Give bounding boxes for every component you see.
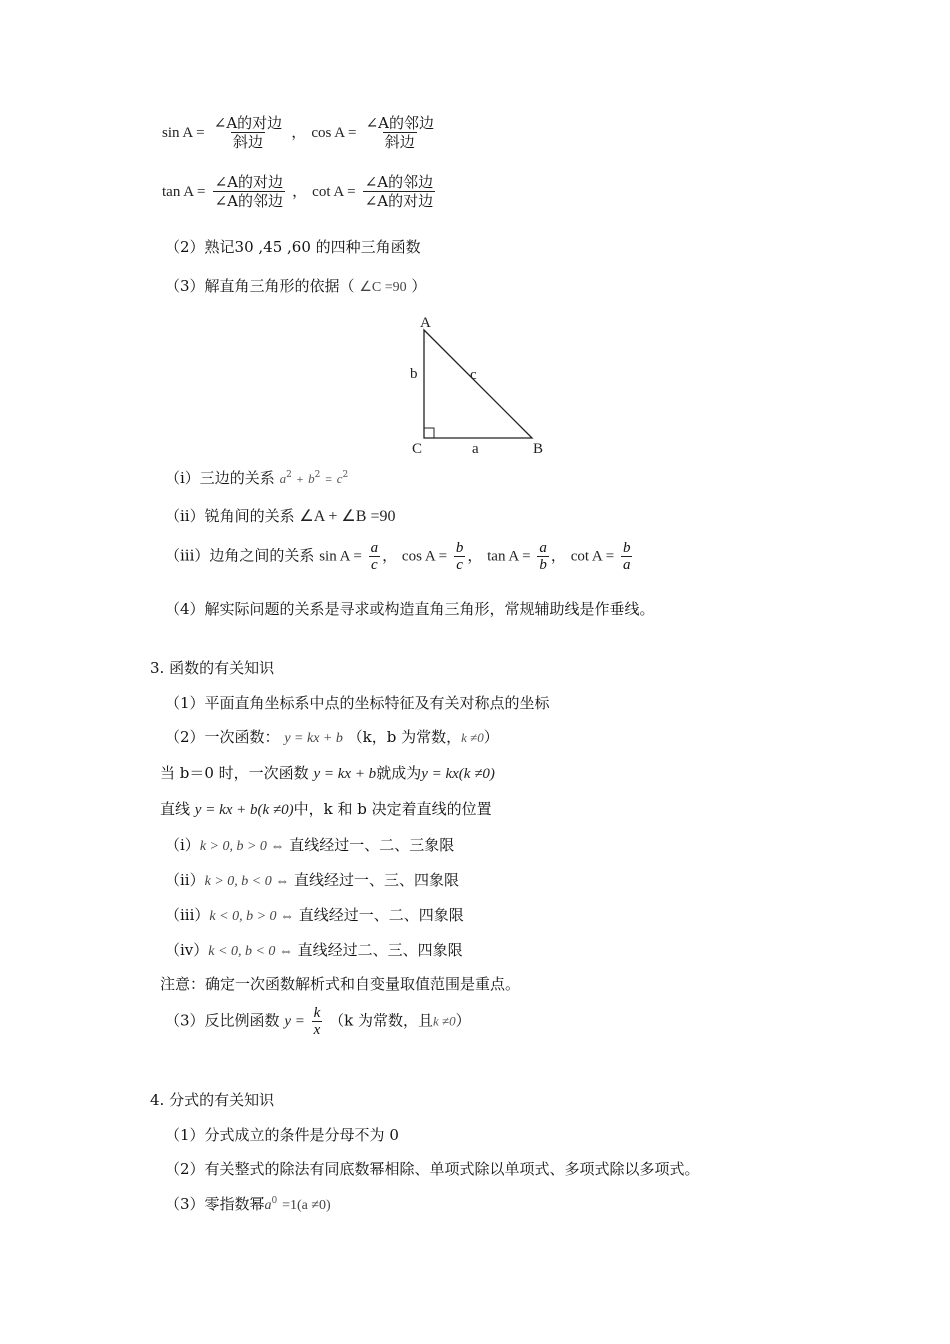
sec3-p5-fraction xyxy=(312,1005,323,1038)
sec4-p3 xyxy=(165,1193,331,1214)
sin-lhs: sin A = xyxy=(162,125,205,141)
sec3-p5-math: k ≠0 xyxy=(432,1013,456,1029)
cos-denominator: 斜边 xyxy=(384,133,415,151)
var-b: b xyxy=(308,471,315,486)
section-4-heading: 4. 分式的有关知识 xyxy=(150,1091,275,1109)
cot-fraction xyxy=(363,173,435,210)
r-tan-num: a xyxy=(539,540,547,556)
r-tan-den: b xyxy=(539,557,547,573)
sec3-p5-mid: （k 为常数，且 xyxy=(329,1011,433,1030)
tan-lhs: tan A = xyxy=(162,184,206,200)
sec3-case-1 xyxy=(165,834,454,855)
r-sin-fraction xyxy=(369,540,381,573)
sec4-p2: （2）有关整式的除法有同底数幂相除、单项式除以单项式、多项式除以多项式。 xyxy=(165,1160,700,1178)
triangle-outline xyxy=(424,330,532,438)
exp-c: 2 xyxy=(342,470,349,480)
item-3-suffix: ） xyxy=(411,277,427,295)
r-cot-num: b xyxy=(622,540,631,556)
sec3-note: 注意：确定一次函数解析式和自变量取值范围是重点。 xyxy=(160,975,521,993)
case-1-prefix: （i） xyxy=(165,836,200,854)
item-4: （4）解实际问题的关系是寻求或构造直角三角形，常规辅助线是作垂线。 xyxy=(165,600,655,618)
r-cos-num: b xyxy=(455,540,464,556)
separator: ， xyxy=(292,182,308,200)
tan-definition xyxy=(162,173,437,210)
sec3-p1: （1）平面直角坐标系中点的坐标特征及有关对称点的坐标 xyxy=(165,694,550,712)
sec3-p2-math: y = kx + b xyxy=(284,731,343,746)
separator: ， xyxy=(291,123,307,141)
sec3-p2-prefix: （2）一次函数： xyxy=(165,728,280,746)
sec3-p3-prefix: 当 b＝0 时，一次函数 xyxy=(160,764,309,782)
sec4-p3-exp: 0 xyxy=(271,1196,278,1206)
sin-denominator: 斜边 xyxy=(232,133,263,151)
side-a-label: a xyxy=(472,441,479,457)
var-a: a xyxy=(279,471,287,486)
case-4-text: 直线经过二、三、四象限 xyxy=(297,941,463,959)
sec3-p3-mid: 就成为 xyxy=(376,764,422,782)
sec3-case-4 xyxy=(165,939,463,960)
tan-fraction xyxy=(213,173,285,210)
sec3-p5-prefix: （3）反比例函数 xyxy=(165,1011,280,1030)
case-2-prefix: （ii） xyxy=(165,871,205,889)
right-angle-marker xyxy=(424,428,434,438)
r-tan-lhs: tan A = xyxy=(487,548,531,565)
case-1-text: 直线经过一、二、三象限 xyxy=(289,836,455,854)
sep: ， xyxy=(382,546,398,565)
tan-denominator: ∠A的邻边 xyxy=(214,192,283,210)
r-sin-lhs: sin A = xyxy=(319,548,362,565)
item-2: （2）熟记30 ,45 ,60 的四种三角函数 xyxy=(165,238,421,256)
case-3-math: k < 0, b > 0 ⇔ xyxy=(209,909,295,924)
sec3-p4-prefix: 直线 xyxy=(160,800,191,818)
relation-angles xyxy=(165,505,395,526)
sec3-p5-den: x xyxy=(313,1022,321,1038)
case-2-text: 直线经过一、三、四象限 xyxy=(294,871,460,889)
item-3-math: ∠C =90 xyxy=(359,280,407,295)
tan-numerator: ∠A的对边 xyxy=(214,173,283,191)
case-4-prefix: （iv） xyxy=(165,941,209,959)
sec3-p4-math: y = kx + b(k ≠0) xyxy=(194,802,294,818)
cos-lhs: cos A = xyxy=(311,125,357,141)
vertex-a-label: A xyxy=(420,315,431,331)
sec3-case-3 xyxy=(165,904,464,925)
r-cos-lhs: cos A = xyxy=(401,548,448,565)
relation-sides-prefix: （i）三边的关系 xyxy=(165,469,275,487)
vertex-b-label: B xyxy=(533,441,544,457)
sec3-p2-suffix: ） xyxy=(483,728,499,746)
cot-denominator: ∠A的对边 xyxy=(364,192,434,210)
relation-angles-prefix: （ii）锐角间的关系 xyxy=(165,507,295,525)
r-cot-lhs: cot A = xyxy=(570,548,615,565)
sep: ， xyxy=(550,546,566,565)
sec3-case-2 xyxy=(165,869,459,890)
sec3-p4 xyxy=(160,798,492,819)
sec3-p3-math: y = kx + b xyxy=(313,766,377,782)
side-b-label: b xyxy=(410,366,418,382)
sec3-p2-mid: （k，b 为常数， xyxy=(347,728,462,746)
case-3-prefix: （iii） xyxy=(165,906,210,924)
exp-a: 2 xyxy=(286,470,292,480)
sec3-p4-suffix: 中，k 和 b 决定着直线的位置 xyxy=(293,800,492,818)
case-3-text: 直线经过一、二、四象限 xyxy=(298,906,464,924)
sec4-p3-rest: =1(a ≠0) xyxy=(282,1198,331,1213)
cos-numerator: ∠A的邻边 xyxy=(365,114,434,132)
r-cos-fraction xyxy=(454,540,466,573)
side-c-label: c xyxy=(470,367,477,383)
item-3-prefix: （3）解直角三角形的依据（ xyxy=(165,277,355,295)
r-tan-fraction xyxy=(537,540,549,573)
sec3-p3-math2: y = kx(k ≠0) xyxy=(421,766,495,782)
cot-numerator: ∠A的邻边 xyxy=(364,173,434,191)
vertex-c-label: C xyxy=(412,441,423,457)
case-2-math: k > 0, b < 0 ⇔ xyxy=(204,874,290,889)
sep: ， xyxy=(467,546,483,565)
case-4-math: k < 0, b < 0 ⇔ xyxy=(208,944,293,959)
sin-fraction xyxy=(212,114,284,151)
sec3-p5 xyxy=(165,1005,471,1038)
relation-angles-math: ∠A + ∠B =90 xyxy=(299,508,396,525)
sec4-p1: （1）分式成立的条件是分母不为 0 xyxy=(165,1126,399,1144)
sec3-p5-lhs: y = xyxy=(284,1013,305,1030)
relation-side-angle-prefix: （iii）边角之间的关系 xyxy=(165,546,315,565)
sin-definition xyxy=(162,114,438,151)
r-sin-num: a xyxy=(370,540,379,556)
case-1-math: k > 0, b > 0 ⇔ xyxy=(199,839,285,854)
equals-sign: = xyxy=(325,472,332,486)
sin-numerator: ∠A的对边 xyxy=(213,114,283,132)
relation-sides xyxy=(165,467,348,488)
var-c: c xyxy=(336,471,343,486)
right-triangle-diagram xyxy=(400,310,560,460)
cot-lhs: cot A = xyxy=(312,184,356,200)
sec3-p3 xyxy=(160,762,495,783)
r-cos-den: c xyxy=(456,557,463,573)
exp-b: 2 xyxy=(314,470,321,480)
r-cot-fraction xyxy=(621,540,633,573)
sec3-p5-num: k xyxy=(313,1005,321,1021)
sec3-p2-math2: k ≠0 xyxy=(461,730,484,745)
section-3-heading: 3. 函数的有关知识 xyxy=(150,659,275,677)
relation-side-angle xyxy=(165,540,634,573)
r-sin-den: c xyxy=(371,557,378,573)
sec4-p3-base: a xyxy=(264,1198,272,1213)
plus-sign: + xyxy=(296,472,304,486)
sec4-p3-prefix: （3）零指数幂 xyxy=(165,1195,265,1213)
sec3-p2 xyxy=(165,726,499,747)
cos-fraction xyxy=(364,114,436,151)
r-cot-den: a xyxy=(622,557,631,573)
item-3 xyxy=(165,275,426,296)
sec3-p5-suffix: ） xyxy=(455,1011,471,1030)
